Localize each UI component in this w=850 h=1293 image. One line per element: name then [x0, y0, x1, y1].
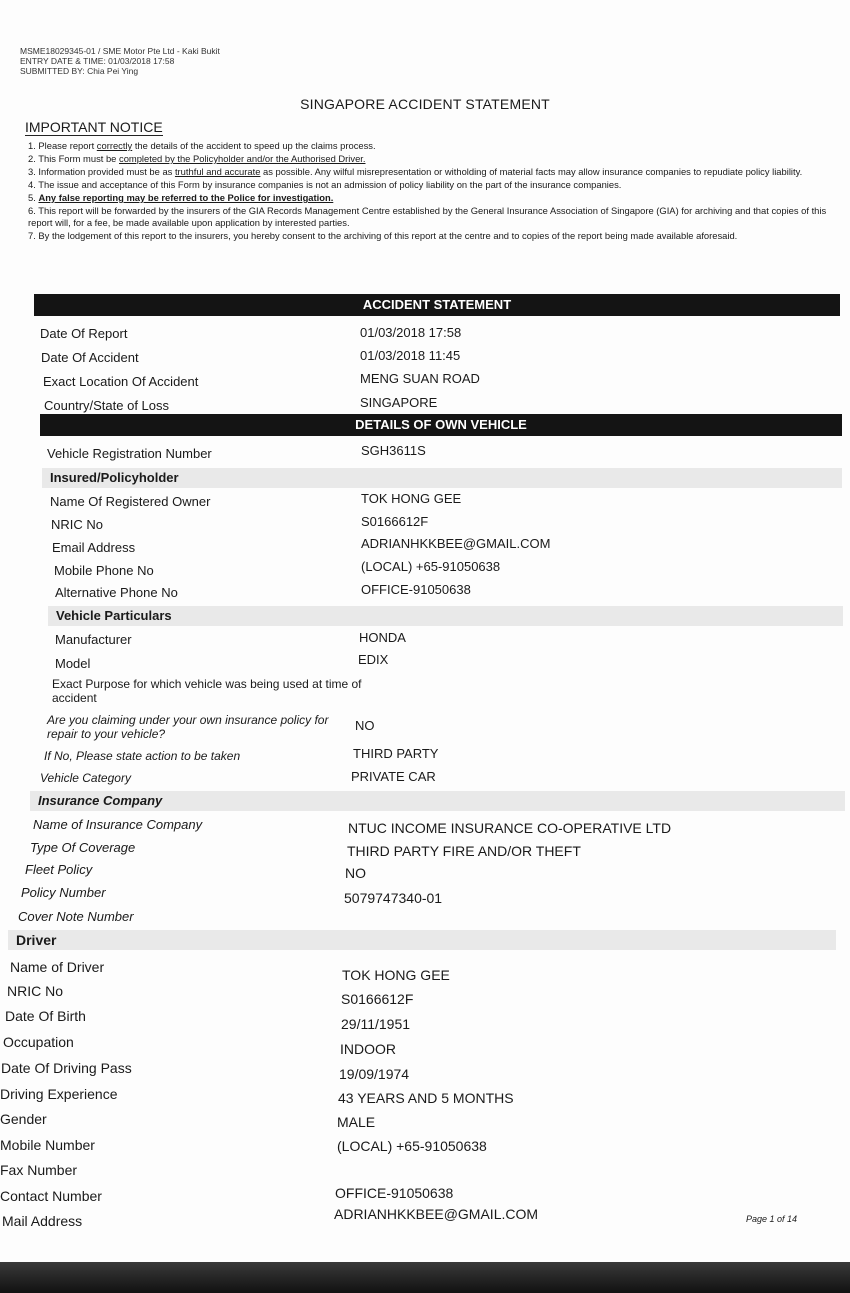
fax-label: Fax Number [0, 1162, 78, 1178]
notice-item-5: 5. Any false reporting may be referred to the Police for investigation. [28, 192, 334, 203]
model-value: EDIX [358, 652, 389, 667]
date-of-accident-label: Date Of Accident [41, 350, 139, 365]
email-label: Email Address [52, 540, 136, 555]
own-vehicle-header: DETAILS OF OWN VEHICLE [40, 414, 842, 436]
experience-value: 43 YEARS AND 5 MONTHS [338, 1090, 514, 1106]
purpose-label: Exact Purpose for which vehicle was being used at time of accident [52, 677, 362, 705]
fleet-value: NO [345, 865, 366, 881]
action-value: THIRD PARTY [353, 746, 439, 761]
particulars-subheading: Vehicle Particulars [48, 606, 843, 626]
occupation-label: Occupation [3, 1034, 74, 1050]
action-label: If No, Please state action to be taken [44, 749, 241, 763]
driving-pass-value: 19/09/1974 [339, 1066, 410, 1082]
driver-nric-label: NRIC No [7, 983, 64, 999]
notice-heading: IMPORTANT NOTICE [25, 119, 163, 135]
driver-mobile-label: Mobile Number [0, 1137, 95, 1153]
page-shadow [0, 1262, 850, 1293]
driver-email-label: Mail Address [2, 1213, 83, 1229]
page-number: Page 1 of 14 [746, 1214, 798, 1224]
manufacturer-label: Manufacturer [55, 632, 132, 647]
meta-entry-date: ENTRY DATE & TIME: 01/03/2018 17:58 [20, 56, 175, 66]
dob-value: 29/11/1951 [341, 1016, 411, 1032]
insurer-name-label: Name of Insurance Company [33, 817, 203, 832]
insurer-name-value: NTUC INCOME INSURANCE CO-OPERATIVE LTD [348, 820, 672, 836]
policy-value: 5079747340-01 [344, 890, 443, 906]
model-label: Model [55, 656, 91, 671]
coverage-label: Type Of Coverage [30, 840, 136, 855]
alt-phone-value: OFFICE-91050638 [361, 582, 471, 597]
occupation-value: INDOOR [340, 1041, 396, 1057]
driver-name-label: Name of Driver [10, 959, 105, 975]
accident-statement-header: ACCIDENT STATEMENT [34, 294, 840, 316]
nric-label: NRIC No [51, 517, 104, 532]
experience-label: Driving Experience [0, 1086, 118, 1102]
notice-item-2: 2. This Form must be completed by the Policyholder and/or the Authorised Driver. [28, 153, 366, 164]
document-title: SINGAPORE ACCIDENT STATEMENT [300, 96, 550, 112]
category-label: Vehicle Category [40, 771, 131, 785]
policy-label: Policy Number [21, 885, 106, 900]
mobile-value: (LOCAL) +65-91050638 [361, 559, 501, 574]
notice-list [28, 140, 838, 243]
notice-item-7: 7. By the lodgement of this report to the insurers, you hereby consent to the archiving of this report at the centre and to copies of the report being made available aforesaid. [28, 230, 738, 241]
driver-subheading: Driver [8, 930, 836, 950]
location-label: Exact Location Of Accident [43, 374, 199, 389]
driver-email-value: ADRIANHKKBEE@GMAIL.COM [334, 1206, 539, 1222]
date-of-accident-value: 01/03/2018 11:45 [360, 348, 461, 363]
email-value: ADRIANHKKBEE@GMAIL.COM [361, 536, 551, 551]
submission-meta [20, 46, 220, 76]
owner-value: TOK HONG GEE [361, 491, 462, 506]
date-of-report-label: Date Of Report [40, 326, 128, 341]
notice-item-1: 1. Please report correctly the details of the accident to speed up the claims process. [28, 140, 376, 151]
country-label: Country/State of Loss [44, 398, 170, 413]
driving-pass-label: Date Of Driving Pass [1, 1060, 132, 1076]
insured-subheading: Insured/Policyholder [42, 468, 842, 488]
driver-nric-value: S0166612F [341, 991, 414, 1007]
vehicle-reg-label: Vehicle Registration Number [47, 446, 212, 461]
meta-submitted-by: SUBMITTED BY: Chia Pei Ying [20, 66, 139, 76]
notice-item-3: 3. Information provided must be as truthful and accurate as possible. Any wilful misrepresentation or witholding of material facts may allow insurance companies to repudiate policy liability. [28, 166, 803, 177]
alt-phone-label: Alternative Phone No [55, 585, 178, 600]
claiming-label: Are you claiming under your own insurance policy for repair to your vehicle? [47, 713, 329, 741]
country-value: SINGAPORE [360, 395, 438, 410]
dob-label: Date Of Birth [5, 1008, 86, 1024]
notice-item-6: 6. This report will be forwarded by the insurers of the GIA Records Management Centre established by the General Insurance Association of Singapore (GIA) for archiving and that copies of this report will, for a fee, be made available upon application by interested parties. [28, 205, 827, 228]
nric-value: S0166612F [361, 514, 429, 529]
notice-item-4: 4. The issue and acceptance of this Form by insurance companies is not an admission of policy liability on the part of the insurance companies. [28, 179, 622, 190]
insurance-subheading: Insurance Company [30, 791, 845, 811]
category-value: PRIVATE CAR [351, 769, 436, 784]
owner-label: Name Of Registered Owner [50, 494, 211, 509]
manufacturer-value: HONDA [359, 630, 406, 645]
location-value: MENG SUAN ROAD [360, 371, 480, 386]
gender-value: MALE [337, 1114, 376, 1130]
contact-value: OFFICE-91050638 [335, 1185, 454, 1201]
meta-reference: MSME18029345-01 / SME Motor Pte Ltd - Kaki Bukit [20, 46, 220, 56]
contact-label: Contact Number [0, 1188, 102, 1204]
driver-mobile-value: (LOCAL) +65-91050638 [337, 1138, 487, 1154]
fleet-label: Fleet Policy [25, 862, 93, 877]
vehicle-reg-value: SGH3611S [361, 443, 426, 458]
mobile-label: Mobile Phone No [54, 563, 154, 578]
gender-label: Gender [0, 1111, 47, 1127]
date-of-report-value: 01/03/2018 17:58 [360, 325, 462, 340]
driver-name-value: TOK HONG GEE [342, 967, 450, 983]
coverage-value: THIRD PARTY FIRE AND/OR THEFT [347, 843, 581, 859]
claiming-value: NO [355, 718, 375, 733]
cover-note-label: Cover Note Number [18, 909, 134, 924]
